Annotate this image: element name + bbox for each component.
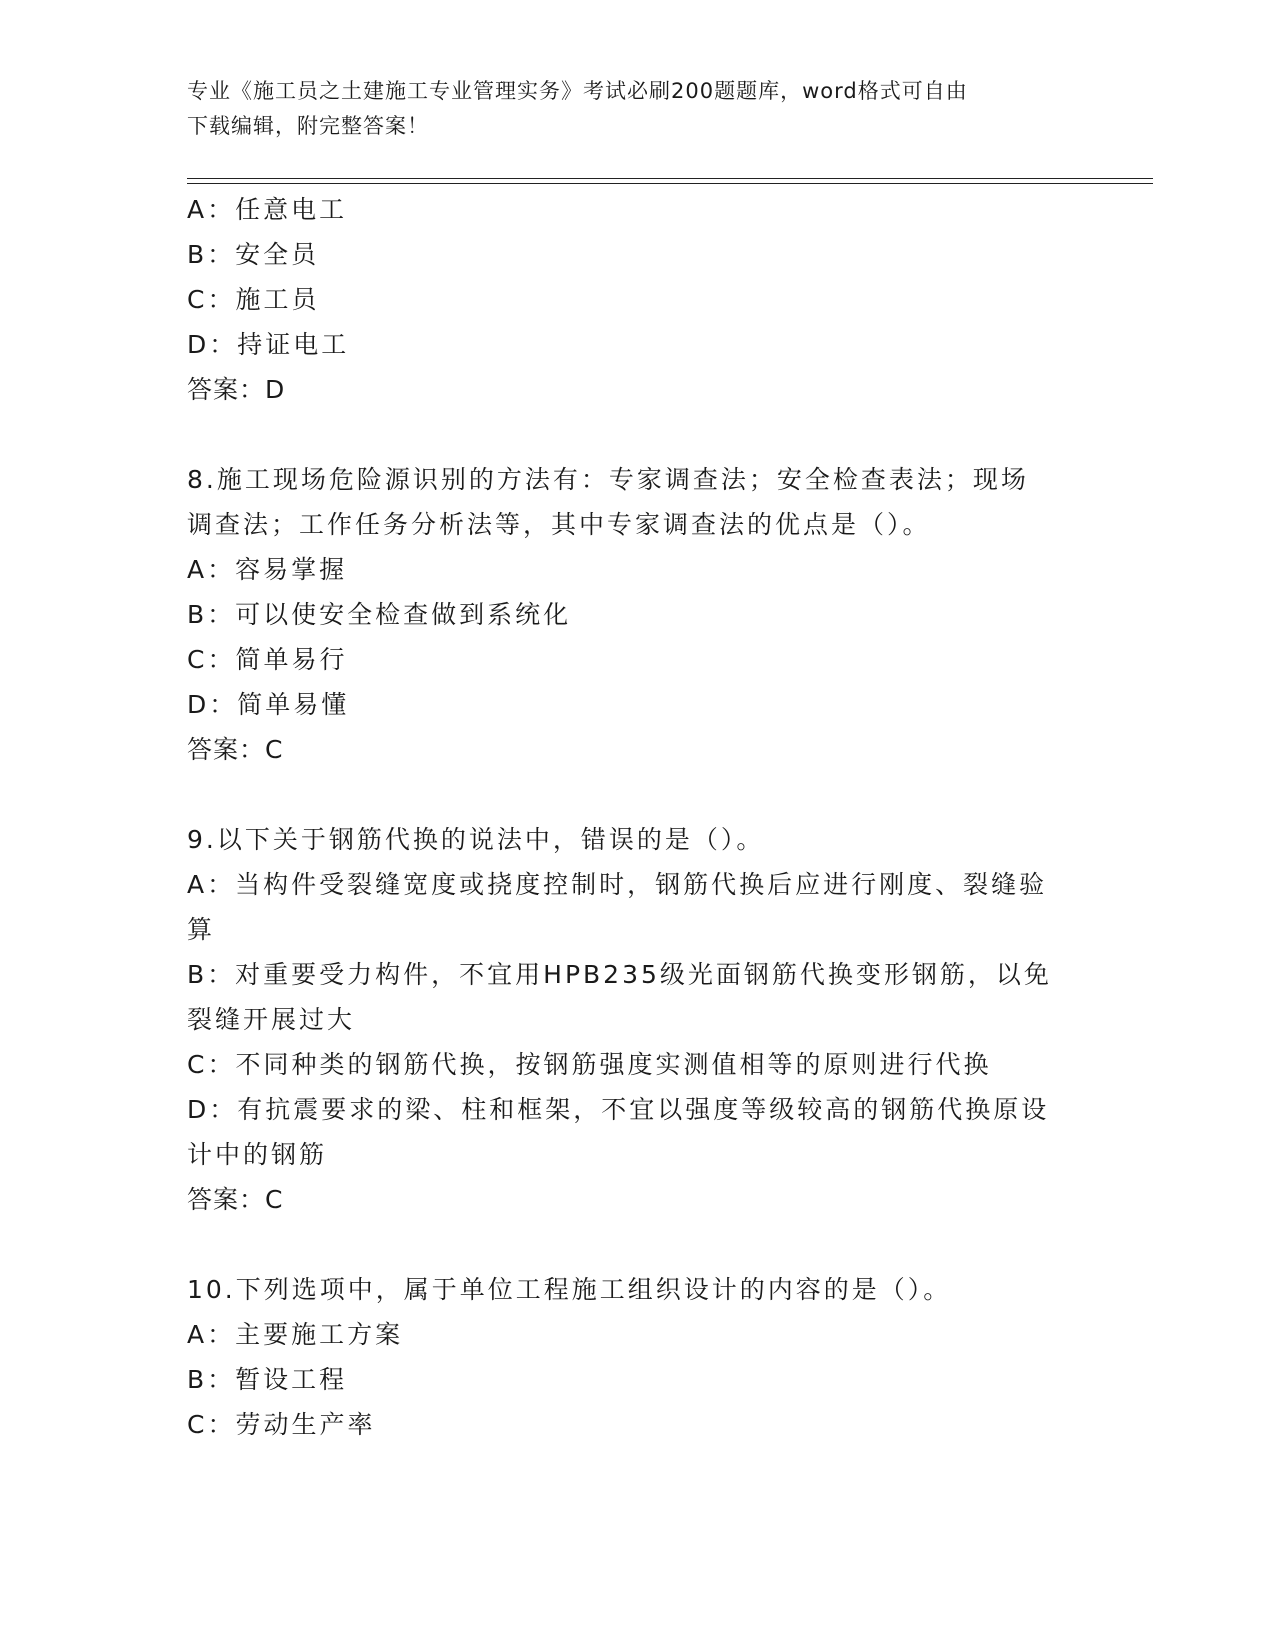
q7-option-c: C：施工员 xyxy=(187,285,320,314)
q9-option-a-line-2: 算 xyxy=(187,915,216,944)
q7-option-a: A：任意电工 xyxy=(187,195,348,224)
q9-stem: 9.以下关于钢筋代换的说法中，错误的是（）。 xyxy=(187,825,765,854)
header-divider-bottom xyxy=(187,183,1153,184)
q9-option-c: C：不同种类的钢筋代换，按钢筋强度实测值相等的原则进行代换 xyxy=(187,1050,992,1079)
q7-option-d: D：持证电工 xyxy=(187,330,350,359)
q9-option-d-line-1: D：有抗震要求的梁、柱和框架，不宜以强度等级较高的钢筋代换原设 xyxy=(187,1095,1050,1124)
q7-answer: 答案：D xyxy=(187,375,286,404)
q8-option-c: C：简单易行 xyxy=(187,645,348,674)
header-line-2: 下载编辑，附完整答案！ xyxy=(187,114,429,138)
q9-option-d-line-2: 计中的钢筋 xyxy=(187,1140,328,1169)
q9-option-b-line-2: 裂缝开展过大 xyxy=(187,1005,356,1034)
header-divider-top xyxy=(187,178,1153,179)
q10-option-a: A：主要施工方案 xyxy=(187,1320,404,1349)
q9-answer: 答案：C xyxy=(187,1185,284,1214)
q8-option-b: B：可以使安全检查做到系统化 xyxy=(187,600,572,629)
q8-option-d: D：简单易懂 xyxy=(187,690,350,719)
q9-option-a-line-1: A：当构件受裂缝宽度或挠度控制时，钢筋代换后应进行刚度、裂缝验 xyxy=(187,870,1048,899)
q10-stem: 10.下列选项中，属于单位工程施工组织设计的内容的是（）。 xyxy=(187,1275,952,1304)
q8-stem-line-1: 8.施工现场危险源识别的方法有：专家调查法；安全检查表法；现场 xyxy=(187,465,1029,494)
q8-stem-line-2: 调查法；工作任务分析法等，其中专家调查法的优点是（）。 xyxy=(187,510,931,539)
q7-option-b: B：安全员 xyxy=(187,240,320,269)
q8-answer: 答案：C xyxy=(187,735,284,764)
q8-option-a: A：容易掌握 xyxy=(187,555,348,584)
q10-option-b: B：暂设工程 xyxy=(187,1365,348,1394)
q10-option-c: C：劳动生产率 xyxy=(187,1410,376,1439)
document-header xyxy=(187,74,1067,144)
header-line-1: 专业《施工员之土建施工专业管理实务》考试必刷200题题库，word格式可自由 xyxy=(187,79,968,103)
q9-option-b-line-1: B：对重要受力构件，不宜用HPB235级光面钢筋代换变形钢筋，以免 xyxy=(187,960,1052,989)
